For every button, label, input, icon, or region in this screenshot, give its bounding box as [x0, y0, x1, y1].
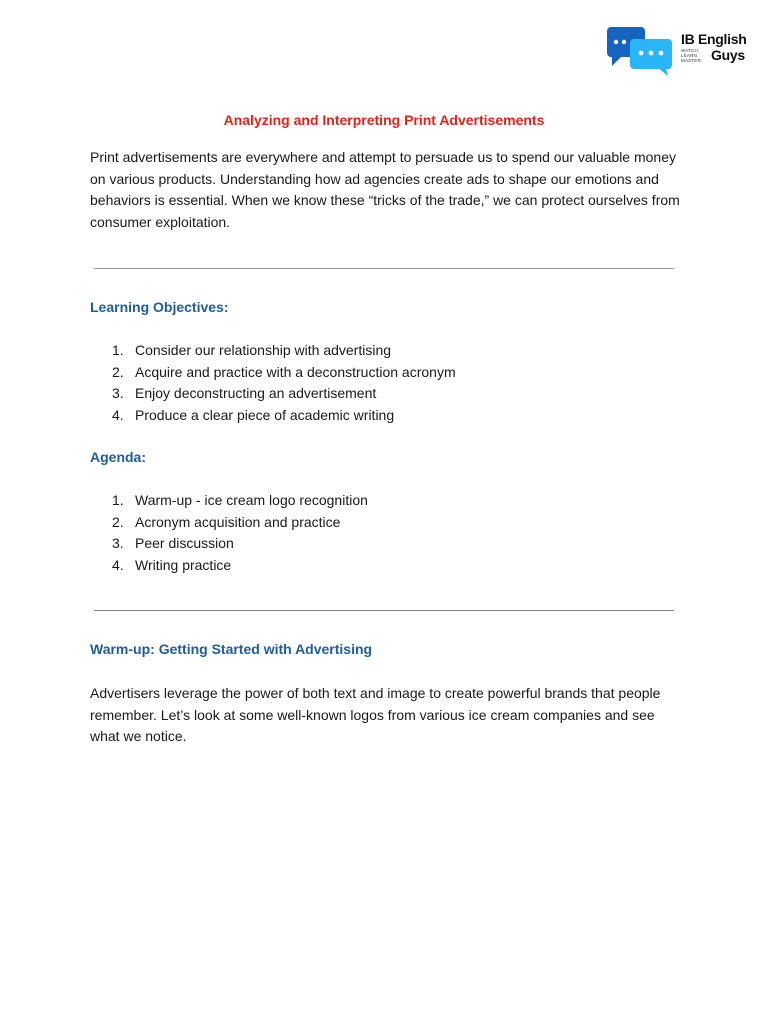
list-item-text: Acquire and practice with a deconstruction acronym: [135, 363, 456, 380]
logo-tagline-2: LEARN.: [681, 53, 699, 58]
list-item-text: Writing practice: [135, 556, 232, 573]
logo-tagline: [681, 48, 709, 63]
list-item: [90, 405, 690, 427]
list-item-text: Enjoy deconstructing an advertisement: [135, 385, 377, 401]
list-item-number: 2.: [112, 513, 124, 530]
logo-line2: Guys: [711, 47, 745, 63]
agenda-list: [90, 490, 690, 576]
warmup-heading: Warm-up: Getting Started with Advertising: [90, 641, 373, 657]
section-divider: [94, 268, 674, 269]
intro-paragraph: Print advertisements are everywhere and attempt to persuade us to spend our valuable money on various products. Understanding how ad agencies create ads to shape our emotions and behaviors is essential. When we know these “tricks of the trade,” we can protect ourselves from consumer exploitation.: [90, 149, 680, 230]
list-item-text: Acronym acquisition and practice: [135, 513, 341, 530]
chat-bubbles-icon: [606, 26, 676, 76]
list-item-number: 4.: [112, 406, 124, 423]
list-item: [90, 383, 690, 405]
list-item-text: Produce a clear piece of academic writing: [135, 406, 395, 423]
list-item-number: 1.: [112, 492, 124, 508]
list-item: [90, 362, 690, 384]
warmup-paragraph: Advertisers leverage the power of both text and image to create powerful brands that people remember. Let’s look at some well-known logos from various ice cream companies and see what we notice.: [90, 685, 661, 744]
list-item-text: Peer discussion: [135, 535, 234, 551]
brand-logo: [606, 24, 751, 78]
list-item: [90, 340, 690, 362]
list-item: [90, 533, 690, 555]
logo-tagline-3: MASTER.: [681, 58, 703, 63]
list-item-text: Consider our relationship with advertising: [135, 342, 392, 358]
list-item: [90, 512, 690, 534]
objectives-heading: Learning Objectives:: [90, 299, 229, 315]
document-title: Analyzing and Interpreting Print Advertisements: [223, 112, 545, 128]
list-item-text: Warm-up - ice cream logo recognition: [135, 492, 368, 508]
list-item: [90, 490, 690, 512]
logo-tagline-1: WATCH.: [681, 48, 700, 53]
list-item: [90, 555, 690, 577]
list-item-number: 2.: [112, 363, 124, 380]
section-divider: [94, 610, 674, 611]
objectives-list: [90, 340, 690, 426]
list-item-number: 4.: [112, 556, 124, 573]
agenda-heading: Agenda:: [90, 449, 146, 465]
list-item-number: 3.: [112, 535, 124, 551]
logo-line1: IB English: [681, 31, 747, 47]
list-item-number: 1.: [112, 342, 124, 358]
list-item-number: 3.: [112, 385, 124, 401]
